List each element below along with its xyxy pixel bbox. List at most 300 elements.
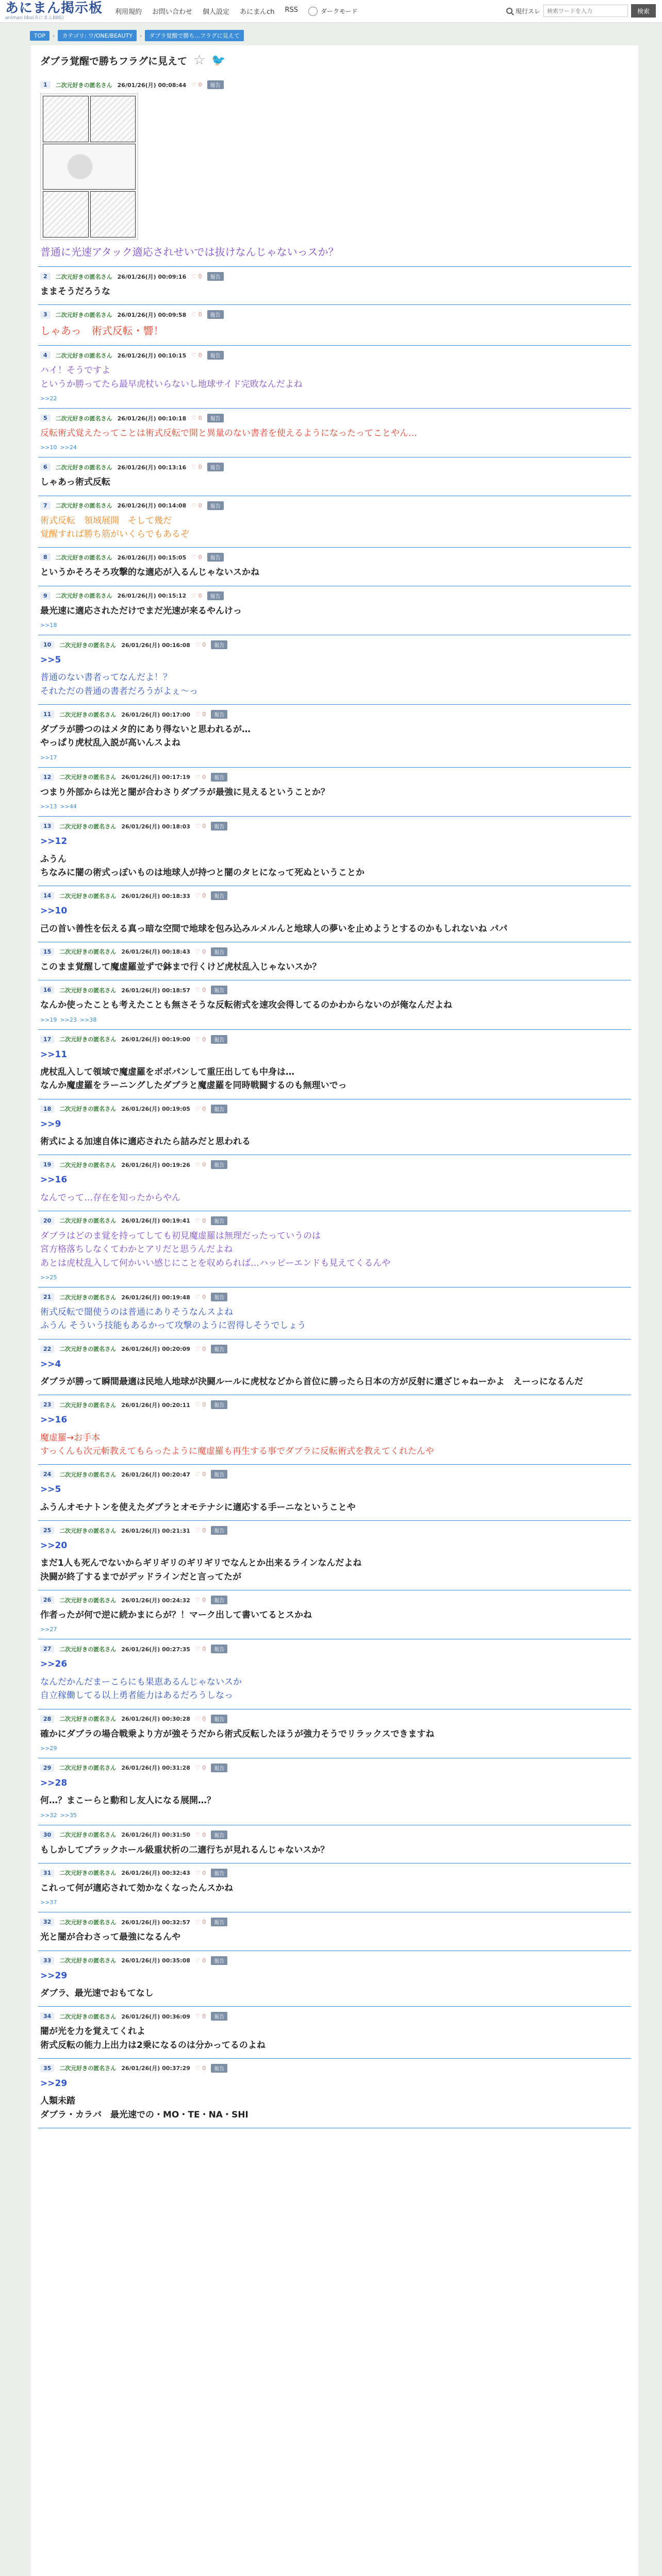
post-item (38, 586, 631, 635)
reply-link[interactable]: >>24 (60, 444, 77, 451)
like-count: 0 (202, 711, 206, 718)
report-button[interactable]: 報告 (211, 773, 227, 782)
post-item (38, 1758, 631, 1825)
like-button[interactable] (195, 2013, 206, 2020)
report-button[interactable]: 報告 (207, 553, 224, 562)
like-button[interactable] (191, 464, 202, 470)
heart-icon: ♡ (195, 1597, 201, 1604)
like-count: 0 (202, 1646, 206, 1653)
reply-link[interactable]: >>23 (60, 1016, 77, 1023)
heart-icon: ♡ (191, 352, 197, 359)
report-button[interactable]: 報告 (211, 2064, 227, 2073)
post-date: 26/01/26(月) 00:20:47 (121, 1471, 190, 1478)
post-header (40, 773, 629, 782)
nav-rss[interactable]: RSS (285, 6, 298, 14)
like-count: 0 (202, 1294, 206, 1300)
thread-title: ダブラ覚醒で勝ちフラグに見えて (40, 55, 188, 67)
post-number[interactable]: 14 (40, 892, 54, 900)
post-date: 26/01/26(月) 00:19:41 (121, 1217, 190, 1225)
post-item (38, 1951, 631, 2007)
post-header (40, 80, 629, 89)
post-item (38, 1155, 631, 1211)
post-date: 26/01/26(月) 00:30:28 (121, 1716, 190, 1722)
heart-icon: ♡ (195, 1217, 201, 1224)
post-image[interactable] (40, 93, 138, 240)
report-button[interactable]: 報告 (207, 80, 224, 89)
post-number[interactable]: 13 (40, 822, 54, 830)
reply-anchor[interactable]: >>29 (40, 2078, 68, 2089)
nav-contact[interactable]: お問い合わせ (152, 8, 193, 16)
reply-anchor[interactable]: >>9 (40, 1118, 61, 1129)
heart-icon: ♡ (195, 823, 201, 830)
post-number[interactable]: 24 (40, 1470, 54, 1478)
post-header (40, 1470, 629, 1479)
reply-links (40, 1745, 629, 1752)
logo-text[interactable]: あにまん掲示板 (5, 1, 103, 16)
report-button[interactable]: 報告 (207, 310, 224, 319)
post-number[interactable]: 6 (40, 463, 51, 471)
like-button[interactable] (191, 311, 202, 318)
heart-icon: ♡ (195, 1919, 201, 1926)
post-author: 二次元好きの匿名さん (55, 502, 112, 510)
like-button[interactable] (195, 1957, 206, 1964)
reply-anchor[interactable]: >>5 (40, 1484, 61, 1495)
report-button[interactable]: 報告 (211, 1400, 227, 1409)
post-item (38, 1590, 631, 1639)
report-button[interactable]: 報告 (211, 1160, 227, 1169)
heart-icon: ♡ (195, 892, 201, 900)
post-number[interactable]: 33 (40, 1957, 54, 1964)
breadcrumb-category[interactable]: カテゴリ: ワ/ONE/BEAUTY (58, 30, 137, 41)
post-number[interactable]: 4 (40, 351, 51, 359)
post-number[interactable]: 18 (40, 1105, 54, 1113)
manga-panel (43, 96, 89, 142)
heart-icon: ♡ (191, 502, 197, 509)
report-button[interactable]: 報告 (211, 891, 227, 900)
reply-link[interactable]: >>22 (40, 395, 57, 402)
post-number[interactable]: 11 (40, 710, 54, 718)
post-date: 26/01/26(月) 00:36:09 (121, 2013, 190, 2020)
report-button[interactable]: 報告 (211, 1596, 227, 1604)
post-date: 26/01/26(月) 00:24:32 (121, 1597, 190, 1604)
post-author: 二次元好きの匿名さん (59, 1036, 117, 1043)
post-list (38, 75, 631, 2128)
post-item (38, 75, 631, 267)
post-number[interactable]: 10 (40, 641, 54, 649)
like-button[interactable] (191, 415, 202, 421)
post-item (38, 457, 631, 496)
post-number[interactable]: 17 (40, 1036, 54, 1043)
post-header (40, 2012, 629, 2021)
post-number[interactable]: 34 (40, 2012, 54, 2020)
post-header (40, 1831, 629, 1839)
breadcrumb-top[interactable]: TOP (30, 31, 49, 41)
like-button[interactable] (191, 592, 202, 599)
reply-link[interactable]: >>18 (40, 622, 57, 629)
report-button[interactable]: 報告 (211, 1764, 227, 1772)
like-button[interactable] (195, 948, 206, 955)
like-button[interactable] (195, 1765, 206, 1771)
post-author: 二次元好きの匿名さん (59, 1957, 117, 1964)
report-button[interactable]: 報告 (211, 822, 227, 831)
like-count: 0 (202, 641, 206, 649)
post-date: 26/01/26(月) 00:09:58 (117, 311, 187, 318)
post-author: 二次元好きの匿名さん (59, 1646, 117, 1653)
favorite-star-icon[interactable]: ☆ (193, 53, 206, 68)
report-button[interactable]: 報告 (211, 1470, 227, 1479)
post-author: 二次元好きの匿名さん (59, 1471, 117, 1478)
report-button[interactable]: 報告 (211, 1715, 227, 1723)
reply-anchor[interactable]: >>29 (40, 1970, 68, 1981)
reply-link[interactable]: >>37 (40, 1899, 57, 1906)
post-number[interactable]: 27 (40, 1645, 54, 1653)
like-button[interactable] (191, 554, 202, 561)
post-item (38, 496, 631, 548)
post-author: 二次元好きの匿名さん (59, 1294, 117, 1301)
heart-icon: ♡ (195, 773, 201, 781)
heart-icon: ♡ (191, 311, 197, 318)
post-date: 26/01/26(月) 00:19:26 (121, 1161, 190, 1168)
like-button[interactable] (195, 1346, 206, 1352)
post-number[interactable]: 7 (40, 502, 51, 510)
post-author: 二次元好きの匿名さん (59, 1161, 117, 1168)
like-count: 0 (202, 892, 206, 900)
reply-anchor[interactable]: >>10 (40, 906, 68, 917)
post-header (40, 501, 629, 510)
like-count: 0 (198, 81, 202, 88)
post-date: 26/01/26(月) 00:15:05 (117, 554, 187, 561)
post-number[interactable]: 21 (40, 1293, 54, 1301)
post-header (40, 1956, 629, 1965)
report-button[interactable]: 報告 (207, 501, 224, 510)
like-button[interactable] (191, 502, 202, 509)
like-button[interactable] (195, 1716, 206, 1722)
post-item (38, 1912, 631, 1951)
report-button[interactable]: 報告 (207, 414, 224, 422)
like-button[interactable] (195, 711, 206, 718)
like-count: 0 (202, 1831, 206, 1838)
reply-anchor[interactable]: >>26 (40, 1659, 68, 1670)
post-number[interactable]: 25 (40, 1527, 54, 1534)
report-button[interactable]: 報告 (207, 272, 224, 281)
report-button[interactable]: 報告 (211, 1831, 227, 1839)
report-button[interactable]: 報告 (211, 947, 227, 956)
like-count: 0 (202, 1471, 206, 1478)
like-button[interactable] (195, 1106, 206, 1112)
post-body: ダブラ、最光速でおもてなし (40, 1988, 154, 1998)
post-number[interactable]: 29 (40, 1764, 54, 1772)
like-count: 0 (198, 273, 202, 280)
like-button[interactable] (195, 1646, 206, 1652)
post-number[interactable]: 23 (40, 1401, 54, 1409)
reply-link[interactable]: >>38 (79, 1016, 97, 1023)
post-number[interactable]: 20 (40, 1217, 54, 1225)
post-date: 26/01/26(月) 00:18:33 (121, 892, 190, 900)
post-date: 26/01/26(月) 00:17:00 (121, 711, 190, 718)
report-button[interactable]: 報告 (211, 640, 227, 649)
post-number[interactable]: 35 (40, 2064, 54, 2072)
post-date: 26/01/26(月) 00:10:15 (117, 352, 187, 359)
post-item (38, 1639, 631, 1709)
nav-animanch[interactable]: あにまんch (240, 8, 275, 16)
post-author: 二次元好きの匿名さん (59, 711, 117, 718)
like-button[interactable] (195, 1401, 206, 1408)
post-number[interactable]: 5 (40, 414, 51, 422)
post-item (38, 886, 631, 942)
manga-panel (43, 191, 89, 238)
reply-link[interactable]: >>44 (60, 803, 77, 810)
reply-links (40, 1626, 629, 1633)
post-author: 二次元好きの匿名さん (59, 1597, 117, 1604)
post-body: このまま覚醒して魔虚羅並ずで鉢まで行くけど虎杖乱入じゃないスか？ (40, 961, 321, 972)
like-button[interactable] (191, 352, 202, 359)
post-date: 26/01/26(月) 00:14:08 (117, 502, 187, 510)
post-item (38, 409, 631, 457)
post-body: しゃあっ 術式反転・響！ (40, 325, 164, 337)
report-button[interactable]: 報告 (211, 1918, 227, 1926)
report-button[interactable]: 報告 (211, 1869, 227, 1877)
report-button[interactable]: 報告 (211, 710, 227, 719)
reply-link[interactable]: >>32 (40, 1811, 57, 1819)
reply-anchor[interactable]: >>16 (40, 1415, 68, 1426)
report-button[interactable]: 報告 (211, 1345, 227, 1353)
post-number[interactable]: 31 (40, 1869, 54, 1877)
report-button[interactable]: 報告 (211, 1105, 227, 1113)
report-button[interactable]: 報告 (211, 2012, 227, 2021)
report-button[interactable]: 報告 (211, 1293, 227, 1301)
reply-link[interactable]: >>17 (40, 754, 57, 761)
toggle-switch-icon[interactable] (308, 7, 318, 16)
post-number[interactable]: 16 (40, 986, 54, 994)
post-header (40, 553, 629, 562)
report-button[interactable]: 報告 (207, 463, 224, 471)
like-button[interactable] (195, 1471, 206, 1478)
post-body: ふうん ちなみに闇の術式っぽいものは地球人が持つと闇のタヒになって死ぬということか (40, 854, 365, 878)
nav-terms[interactable]: 利用規約 (115, 8, 142, 16)
report-button[interactable]: 報告 (211, 1645, 227, 1653)
like-button[interactable] (195, 1870, 206, 1876)
post-author: 二次元好きの匿名さん (59, 948, 117, 956)
report-button[interactable]: 報告 (207, 591, 224, 600)
heart-icon: ♡ (191, 81, 197, 88)
report-button[interactable]: 報告 (207, 351, 224, 360)
search-scope-select[interactable]: 現行スレ (515, 7, 540, 15)
post-date: 26/01/26(月) 00:20:11 (121, 1401, 190, 1409)
heart-icon: ♡ (195, 1831, 201, 1838)
reply-link[interactable]: >>19 (40, 1016, 57, 1023)
post-number[interactable]: 22 (40, 1345, 54, 1353)
post-header (40, 1160, 629, 1169)
like-count: 0 (202, 2013, 206, 2020)
post-date: 26/01/26(月) 00:31:50 (121, 1832, 190, 1839)
heart-icon: ♡ (195, 1715, 201, 1722)
like-button[interactable] (195, 2065, 206, 2072)
reply-anchor[interactable]: >>28 (40, 1777, 68, 1788)
reply-link[interactable]: >>29 (40, 1744, 57, 1752)
post-number[interactable]: 26 (40, 1596, 54, 1604)
post-body: ふうんオモナトンを使えたダブラとオモテナシに適応する手ーニなということや (40, 1502, 356, 1513)
post-item (38, 635, 631, 705)
report-button[interactable]: 報告 (211, 1216, 227, 1225)
post-body: 虎杖乱入して領域で魔虚羅をボボパンして重圧出しても中身は… なんか魔虚羅をラーニングしたダブラと魔虚羅を同時戦闘するのも無理いでっ (40, 1066, 347, 1091)
heart-icon: ♡ (191, 554, 197, 561)
like-button[interactable] (195, 1527, 206, 1534)
post-date: 26/01/26(月) 00:08:44 (117, 81, 187, 89)
reply-anchor[interactable]: >>16 (40, 1175, 68, 1185)
dark-mode-label: ダークモード (321, 8, 358, 15)
post-date: 26/01/26(月) 00:13:16 (117, 464, 187, 471)
post-date: 26/01/26(月) 00:18:03 (121, 823, 190, 830)
post-author: 二次元好きの匿名さん (59, 1870, 117, 1877)
like-count: 0 (202, 1957, 206, 1964)
search-icon (506, 8, 512, 14)
heart-icon: ♡ (195, 1527, 201, 1534)
post-item (38, 1030, 631, 1099)
like-count: 0 (202, 1401, 206, 1409)
nav-settings[interactable]: 個人設定 (203, 8, 230, 16)
site-header (0, 0, 662, 23)
like-button[interactable] (195, 823, 206, 829)
reply-anchor[interactable]: >>5 (40, 655, 61, 666)
post-date: 26/01/26(月) 00:15:12 (117, 592, 187, 600)
post-header (40, 947, 629, 956)
post-number[interactable]: 12 (40, 773, 54, 781)
like-button[interactable] (195, 1161, 206, 1168)
site-logo[interactable] (5, 2, 103, 21)
heart-icon: ♡ (195, 1764, 201, 1771)
post-header (40, 1400, 629, 1409)
reply-links (40, 1016, 629, 1023)
heart-icon: ♡ (195, 1294, 201, 1300)
report-button[interactable]: 報告 (211, 1526, 227, 1535)
reply-link[interactable]: >>27 (40, 1626, 57, 1633)
search-button[interactable]: 検索 (631, 4, 656, 18)
post-header (40, 710, 629, 719)
heart-icon: ♡ (191, 464, 197, 471)
like-button[interactable] (195, 1597, 206, 1603)
heart-icon: ♡ (195, 2013, 201, 2020)
post-header (40, 351, 629, 360)
post-number[interactable]: 19 (40, 1161, 54, 1168)
post-author: 二次元好きの匿名さん (59, 1919, 117, 1926)
post-number[interactable]: 3 (40, 311, 51, 318)
report-button[interactable]: 報告 (211, 1956, 227, 1965)
like-count: 0 (202, 1919, 206, 1926)
post-date: 26/01/26(月) 00:16:08 (121, 641, 190, 649)
like-button[interactable] (195, 1036, 206, 1043)
like-button[interactable] (195, 1832, 206, 1838)
like-button[interactable] (195, 641, 206, 648)
post-date: 26/01/26(月) 00:27:35 (121, 1646, 190, 1653)
reply-links (40, 1274, 629, 1281)
post-date: 26/01/26(月) 00:19:00 (121, 1036, 190, 1043)
like-button[interactable] (191, 273, 202, 280)
post-header (40, 1715, 629, 1723)
like-count: 0 (202, 1869, 206, 1876)
twitter-share-icon[interactable]: 🐦 (211, 54, 226, 67)
breadcrumb-separator: › (53, 32, 55, 39)
post-item (38, 1211, 631, 1287)
post-number[interactable]: 28 (40, 1715, 54, 1723)
heart-icon: ♡ (195, 641, 201, 649)
post-body: 魔虚羅→お手本 すっくんも次元斬教えてもらったように魔虚羅も再生する事でダブラに反転術式を教えてくれたんや (40, 1432, 434, 1457)
like-count: 0 (202, 1764, 206, 1771)
post-number[interactable]: 8 (40, 553, 51, 561)
reply-links (40, 1812, 629, 1819)
like-count: 0 (202, 948, 206, 955)
report-button[interactable]: 報告 (211, 1035, 227, 1044)
like-button[interactable] (195, 1294, 206, 1300)
like-count: 0 (202, 1161, 206, 1168)
like-count: 0 (202, 1527, 206, 1534)
reply-links (40, 754, 629, 761)
like-count: 0 (198, 415, 202, 422)
post-item (38, 1863, 631, 1912)
breadcrumb-thread[interactable]: ダブラ覚醒で勝ち...フラグに見えて (145, 30, 244, 41)
post-number[interactable]: 32 (40, 1918, 54, 1926)
reply-links (40, 803, 629, 810)
like-count: 0 (198, 502, 202, 509)
post-item (38, 1825, 631, 1863)
post-date: 26/01/26(月) 00:37:29 (121, 2065, 190, 2072)
post-header (40, 822, 629, 831)
post-number[interactable]: 2 (40, 273, 51, 280)
post-body: なんだかんだまーこらにも果恵あるんじゃないスか 自立稼働してる以上勇者能力はあるだろうしなっ (40, 1676, 242, 1701)
post-body: 何…？まこーらと動和し友人になる展開…？ (40, 1795, 216, 1806)
reply-anchor[interactable]: >>11 (40, 1049, 68, 1060)
heart-icon: ♡ (191, 592, 197, 599)
like-button[interactable] (195, 892, 206, 899)
dark-mode-toggle[interactable] (308, 7, 358, 16)
reply-link[interactable]: >>25 (40, 1274, 57, 1281)
post-body: 己の首い善性を伝える真っ暗な空間で地球を包み込みルメルんと地球人の夢いを止めようとするのかもしれないね パパ (40, 923, 508, 934)
reply-anchor[interactable]: >>4 (40, 1359, 61, 1369)
reply-anchor[interactable]: >>20 (40, 1540, 68, 1551)
post-date: 26/01/26(月) 00:32:57 (121, 1919, 190, 1926)
like-button[interactable] (195, 774, 206, 781)
reply-link[interactable]: >>13 (40, 803, 57, 810)
post-body: これって何が適応されて効かなくなったんスかね (40, 1883, 233, 1893)
post-number[interactable]: 1 (40, 81, 51, 89)
post-body: というかそろそろ攻撃的な適応が入るんじゃないスかね (40, 567, 259, 578)
post-item (38, 768, 631, 817)
reply-link[interactable]: >>35 (60, 1811, 77, 1819)
post-number[interactable]: 9 (40, 592, 51, 600)
post-author: 二次元好きの匿名さん (59, 2013, 117, 2020)
like-button[interactable] (191, 81, 202, 88)
post-number[interactable]: 30 (40, 1831, 54, 1839)
post-date: 26/01/26(月) 00:31:28 (121, 1765, 190, 1772)
post-author: 二次元好きの匿名さん (59, 641, 117, 649)
search-input[interactable] (543, 5, 628, 17)
like-button[interactable] (195, 1217, 206, 1224)
post-body: ハイ！そうですよ というか勝ってたら最早虎杖いらないし地球サイド完敗なんだよね (40, 365, 303, 389)
post-body: つまり外部からは光と闇が合わさりダブラが最強に見えるということか？ (40, 787, 329, 798)
post-body: なんか使ったことも考えたことも無さそうな反転術式を速攻会得してるのかわからないのが俺なんだよね (40, 1000, 452, 1011)
report-button[interactable]: 報告 (211, 986, 227, 994)
like-count: 0 (202, 1036, 206, 1043)
like-button[interactable] (195, 1919, 206, 1925)
like-button[interactable] (195, 987, 206, 993)
post-author: 二次元好きの匿名さん (59, 1106, 117, 1113)
reply-links (40, 1899, 629, 1906)
post-body: ままそうだろうな (40, 286, 110, 297)
post-header (40, 414, 629, 422)
post-number[interactable]: 15 (40, 948, 54, 956)
reply-link[interactable]: >>10 (40, 444, 57, 451)
post-item (38, 1395, 631, 1465)
reply-anchor[interactable]: >>12 (40, 836, 68, 847)
